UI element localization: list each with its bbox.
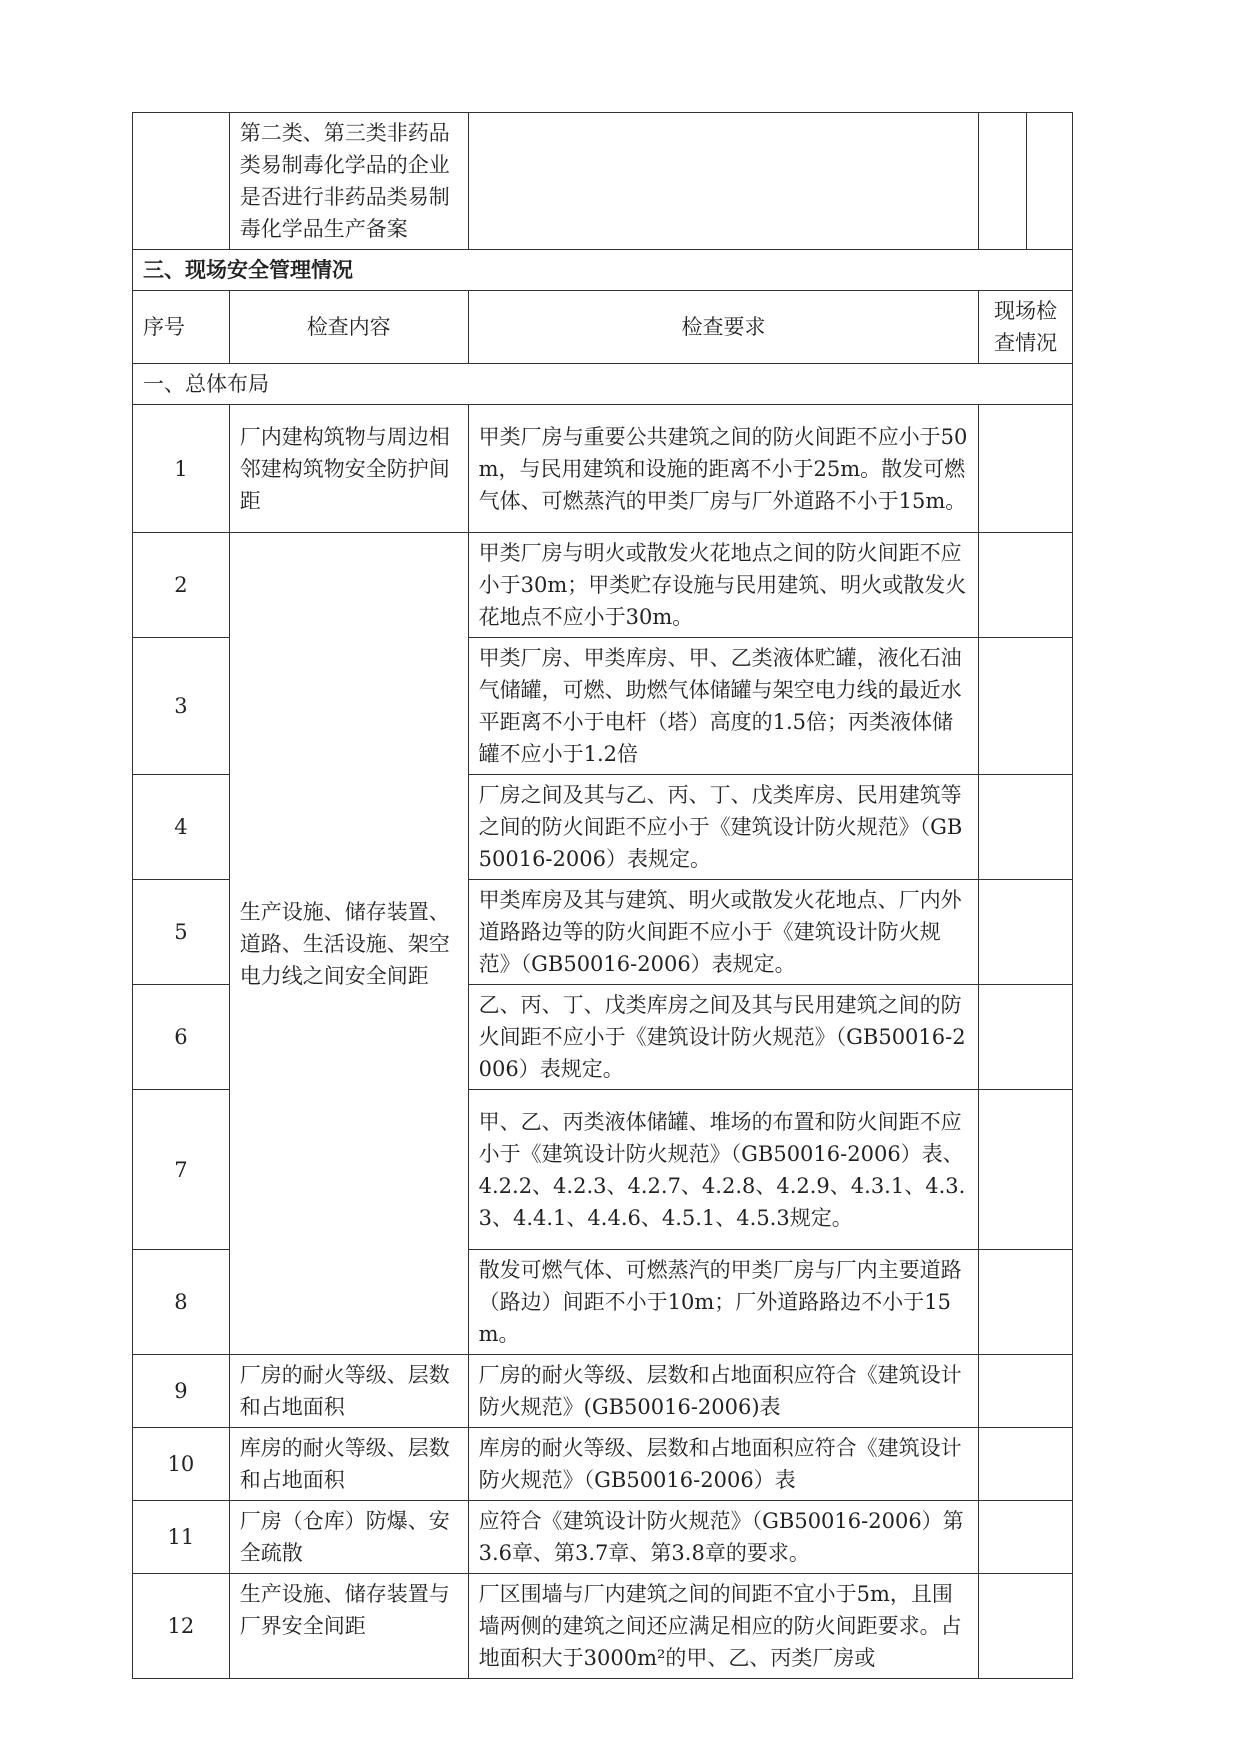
- row-number: 3: [133, 638, 230, 775]
- row-requirement: 乙、丙、丁、戊类库房之间及其与民用建筑之间的防火间距不应小于《建筑设计防火规范》（GB50016-2006）表规定。: [468, 985, 979, 1090]
- row-content: 厂内建构筑物与周边相邻建构筑物安全防护间距: [229, 405, 468, 533]
- table-row: [133, 405, 1073, 533]
- row-status: [979, 1355, 1073, 1428]
- row-number: 1: [133, 405, 230, 533]
- table-row: [133, 1355, 1073, 1428]
- row-content: 生产设施、储存装置与厂界安全间距: [229, 1574, 468, 1679]
- row-requirement: 甲类库房及其与建筑、明火或散发火花地点、厂内外道路路边等的防火间距不应小于《建筑设计防火规范》（GB50016-2006）表规定。: [468, 880, 979, 985]
- table-row: [133, 533, 1073, 638]
- row-requirement: 库房的耐火等级、层数和占地面积应符合《建筑设计防火规范》（GB50016-2006）表: [468, 1428, 979, 1501]
- row-number: 4: [133, 775, 230, 880]
- table-row: [133, 113, 1073, 250]
- row-status: [979, 1428, 1073, 1501]
- row-status: [979, 1250, 1073, 1355]
- row-requirement: 厂房的耐火等级、层数和占地面积应符合《建筑设计防火规范》(GB50016-2006)表: [468, 1355, 979, 1428]
- table-row: [133, 1428, 1073, 1501]
- row-content: 库房的耐火等级、层数和占地面积: [229, 1428, 468, 1501]
- row-requirement: 厂区围墙与厂内建筑之间的间距不宜小于5m，且围墙两侧的建筑之间还应满足相应的防火间距要求。占地面积大于3000m²的甲、乙、丙类厂房或: [468, 1574, 979, 1679]
- header-row: [133, 291, 1073, 364]
- row-requirement: 应符合《建筑设计防火规范》（GB50016-2006）第3.6章、第3.7章、第3.8章的要求。: [468, 1501, 979, 1574]
- row-status: [979, 985, 1073, 1090]
- row-number: 10: [133, 1428, 230, 1501]
- row-number: 2: [133, 533, 230, 638]
- row-requirement: 甲类厂房、甲类库房、甲、乙类液体贮罐，液化石油气储罐，可燃、助燃气体储罐与架空电力线的最近水平距离不小于电杆（塔）高度的1.5倍；丙类液体储罐不应小于1.2倍: [468, 638, 979, 775]
- row-requirement: 甲、乙、丙类液体储罐、堆场的布置和防火间距不应小于《建筑设计防火规范》（GB50016-2006）表、4.2.2、4.2.3、4.2.7、4.2.8、4.2.9、4.3.1、4.3.3、4.4.1、4.4.6、4.5.1、4.5.3规定。: [468, 1090, 979, 1250]
- row-number: 7: [133, 1090, 230, 1250]
- row-requirement: 厂房之间及其与乙、丙、丁、戊类库房、民用建筑等之间的防火间距不应小于《建筑设计防火规范》（GB50016-2006）表规定。: [468, 775, 979, 880]
- row-status: [979, 405, 1073, 533]
- header-status: 现场检查情况: [979, 291, 1073, 364]
- row-status: [979, 880, 1073, 985]
- row-number: 5: [133, 880, 230, 985]
- cell-content: 第二类、第三类非药品类易制毒化学品的企业是否进行非药品类易制毒化学品生产备案: [229, 113, 468, 250]
- row-number: 8: [133, 1250, 230, 1355]
- row-status: [979, 1090, 1073, 1250]
- row-status: [979, 775, 1073, 880]
- row-status: [979, 533, 1073, 638]
- row-number: 6: [133, 985, 230, 1090]
- row-content: 厂房的耐火等级、层数和占地面积: [229, 1355, 468, 1428]
- row-requirement: 甲类厂房与明火或散发火花地点之间的防火间距不应小于30m；甲类贮存设施与民用建筑、明火或散发火花地点不应小于30m。: [468, 533, 979, 638]
- row-requirement: 散发可燃气体、可燃蒸汽的甲类厂房与厂内主要道路（路边）间距不小于10m；厂外道路路边不小于15m。: [468, 1250, 979, 1355]
- header-requirement: 检查要求: [468, 291, 979, 364]
- header-content: 检查内容: [229, 291, 468, 364]
- section-row: [133, 250, 1073, 291]
- row-status: [979, 1574, 1073, 1679]
- row-status: [979, 638, 1073, 775]
- row-number: 9: [133, 1355, 230, 1428]
- cell-requirement: [468, 113, 979, 250]
- section-title: 三、现场安全管理情况: [133, 250, 1073, 291]
- cell-status: [979, 113, 1026, 250]
- subsection-title: 一、总体布局: [133, 364, 1073, 405]
- inspection-table: [132, 112, 1073, 1679]
- table-row: [133, 1501, 1073, 1574]
- row-status: [979, 1501, 1073, 1574]
- row-content-merged: 生产设施、储存装置、道路、生活设施、架空电力线之间安全间距: [229, 533, 468, 1355]
- table-row: [133, 1574, 1073, 1679]
- cell-extra: [1026, 113, 1072, 250]
- row-number: 11: [133, 1501, 230, 1574]
- cell-no: [133, 113, 230, 250]
- subsection-row: [133, 364, 1073, 405]
- row-content: 厂房（仓库）防爆、安全疏散: [229, 1501, 468, 1574]
- row-requirement: 甲类厂房与重要公共建筑之间的防火间距不应小于50m，与民用建筑和设施的距离不小于25m。散发可燃气体、可燃蒸汽的甲类厂房与厂外道路不小于15m。: [468, 405, 979, 533]
- row-number: 12: [133, 1574, 230, 1679]
- header-no: 序号: [133, 291, 230, 364]
